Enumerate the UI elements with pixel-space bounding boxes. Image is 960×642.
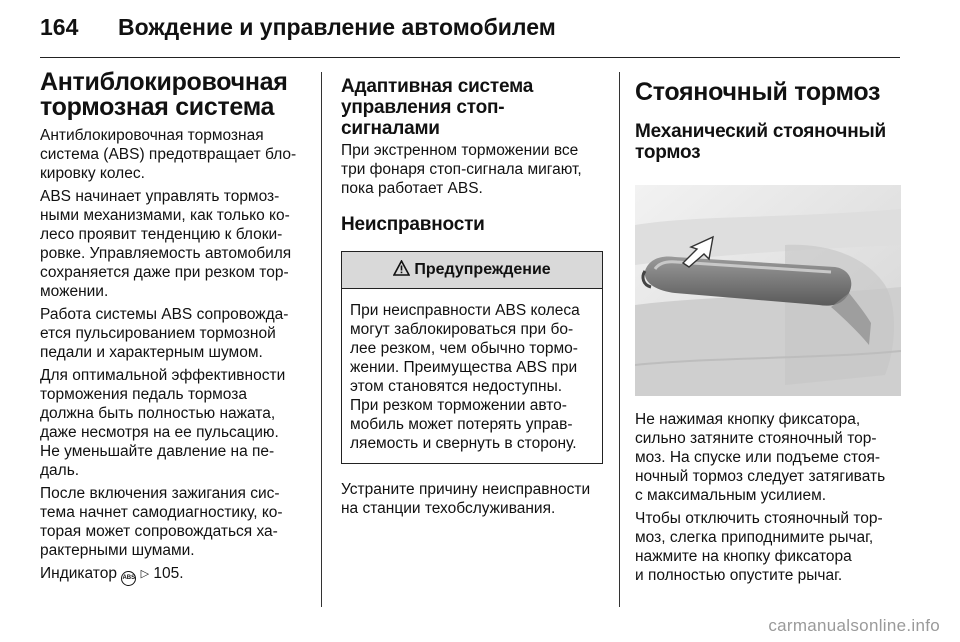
warning-body xyxy=(342,289,602,463)
parking-brake-heading: Стояночный тормоз xyxy=(635,78,881,106)
faults-heading: Неисправности xyxy=(341,214,485,235)
page-header xyxy=(40,12,920,46)
abs-indicator-line: Индикатор ABS ▷ 105. xyxy=(40,564,315,586)
abs-paragraph-5: После включения зажигания сис- тема начнет самодиагностику, ко- торая может сопровождаться ха- рактерными шумами. xyxy=(40,485,283,559)
parking-brake-illustration xyxy=(635,185,901,396)
header-divider xyxy=(40,57,900,58)
abs-paragraph-1: Антиблокировочная тормозная система (ABS) предотвращает бло- кировку колес. xyxy=(40,127,297,182)
page-reference-icon: ▷ xyxy=(140,568,150,580)
column-divider-1 xyxy=(321,72,322,607)
page-title: Вождение и управление автомобилем xyxy=(118,14,556,40)
indicator-page-ref[interactable]: 105. xyxy=(153,565,184,582)
page-number: 164 xyxy=(40,14,79,40)
warning-triangle-icon xyxy=(393,260,410,281)
abs-paragraph-4: Для оптимальной эффективности торможения педаль тормоза должна быть полностью нажата, даже несмотря на ее пульсацию. Не уменьшайте давление на пе- даль. xyxy=(40,367,286,479)
adaptive-brake-heading: Адаптивная система управления стоп-сигналами xyxy=(341,76,534,139)
watermark: carmanualsonline.info xyxy=(768,616,940,635)
abs-warning-icon: ABS xyxy=(121,571,136,586)
warning-box xyxy=(341,251,603,464)
parking-paragraph-1: Не нажимая кнопку фиксатора, сильно затяните стояночный тор- моз. На спуске или подъеме стоя- ночный тормоз следует затягивать с максимальным усилием. xyxy=(635,411,886,504)
warning-title: Предупреждение xyxy=(414,261,551,278)
warning-text: При неисправности ABS колеса могут заблокироваться при бо- лее резком, чем обычно тормо- жении. Преимущества ABS при этом становятся недоступны. При резком торможении авто- мобиль может потерять управ- ляемость и свернуть в сторону. xyxy=(350,302,580,452)
column-divider-2 xyxy=(619,72,620,607)
mechanical-brake-heading: Механический стояночный тормоз xyxy=(635,121,886,163)
parking-brake-column xyxy=(635,70,905,589)
abs-heading: Антиблокировочная тормозная система xyxy=(40,68,288,121)
adaptive-brake-paragraph: При экстренном торможении все три фонаря стоп-сигнала мигают, пока работает ABS. xyxy=(341,142,582,197)
warning-header xyxy=(342,252,602,289)
abs-column xyxy=(40,70,315,590)
abs-paragraph-3: Работа системы ABS сопровожда- ется пульсированием тормозной педали и характерным шумом. xyxy=(40,306,289,361)
abs-body xyxy=(40,126,315,586)
parking-paragraph-2: Чтобы отключить стояночный тор- моз, слегка приподнимите рычаг, нажмите на кнопку фиксатора и полностью опустите рычаг. xyxy=(635,510,883,584)
adaptive-brake-column xyxy=(341,70,603,522)
service-paragraph: Устраните причину неисправности на станции техобслуживания. xyxy=(341,481,591,517)
abs-paragraph-2: ABS начинает управлять тормоз- ными механизмами, как только ко- лесо проявит тенденцию к блоки- ровке. Управляемость автомобиля сохраняется даже при резком тор- можении. xyxy=(40,188,292,300)
